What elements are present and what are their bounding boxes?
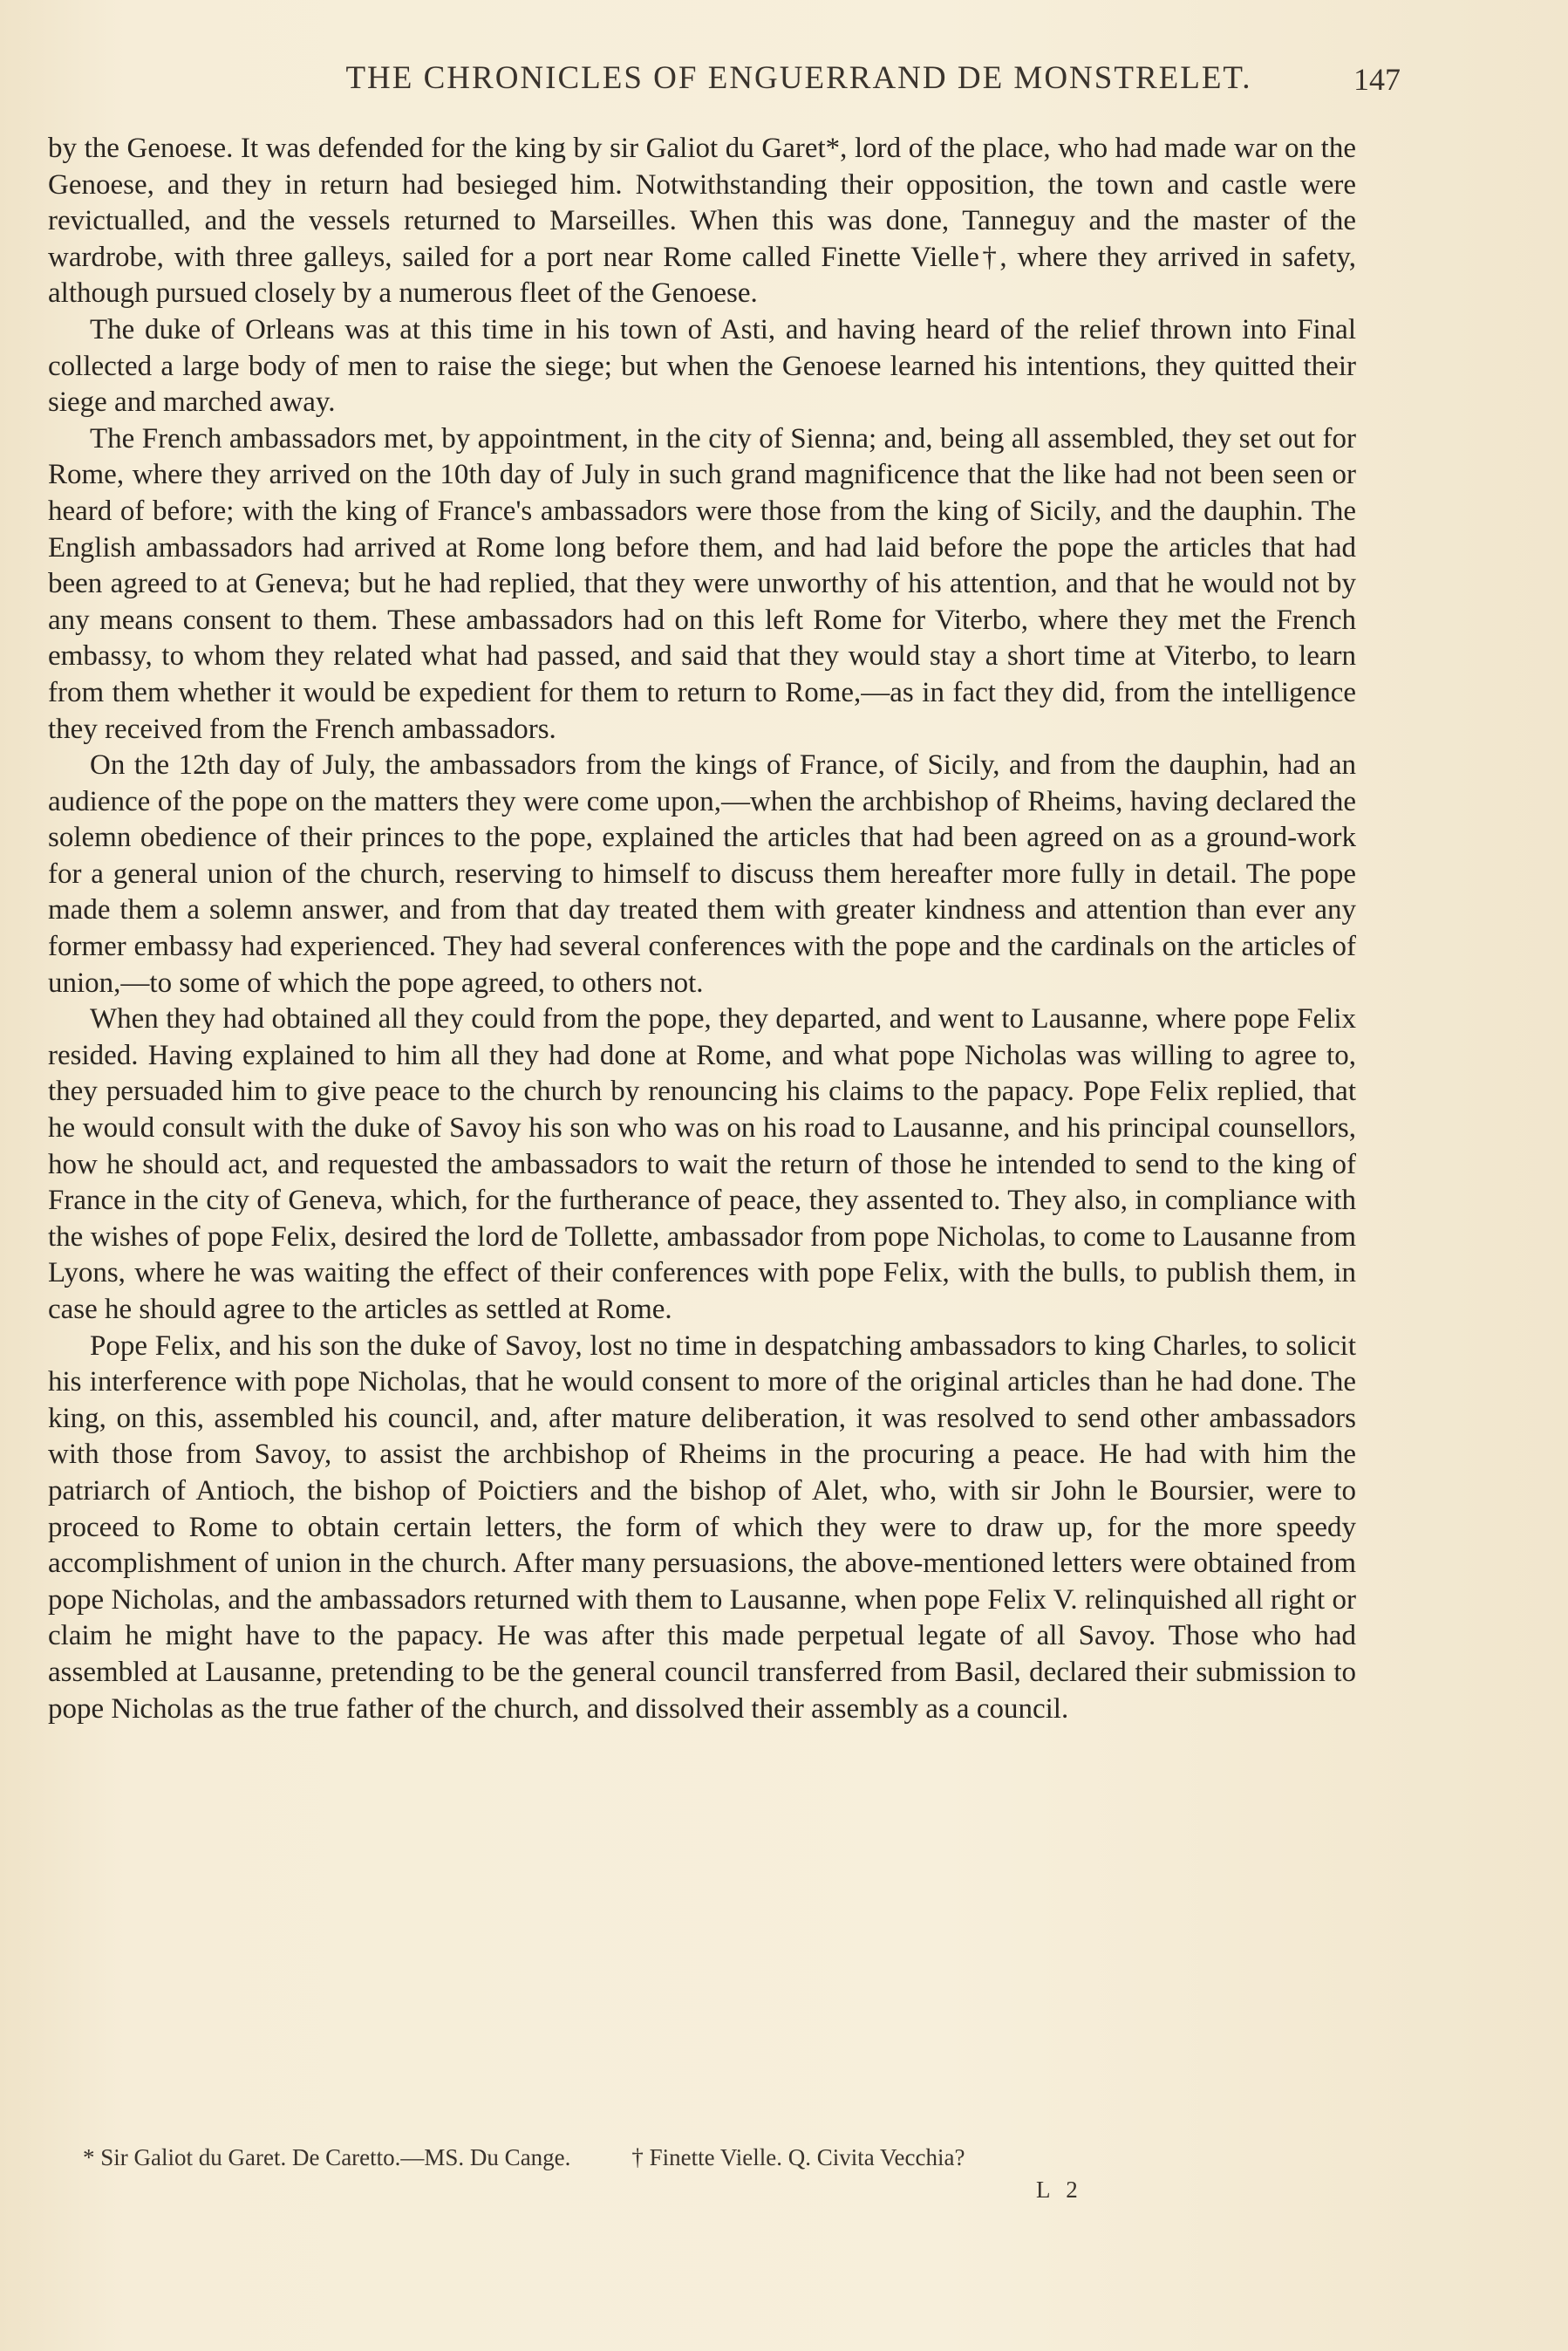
body-text <box>48 131 1356 1727</box>
paragraph: Pope Felix, and his son the duke of Savoy, lost no time in despatching ambassadors to king Charles, to solicit his interference with pope Nicholas, that he would consent to more of the original articles than he had done. The king, on this, assembled his council, and, after mature deliberation, it was resolved to send other ambassadors with those from Savoy, to assist the archbishop of Rheims in the procuring a peace. He had with him the patriarch of Antioch, the bishop of Poictiers and the bishop of Alet, who, with sir John le Boursier, were to proceed to Rome to obtain certain letters, the form of which they were to draw up, for the more speedy accomplishment of union in the church. After many persuasions, the above-mentioned letters were obtained from pope Nicholas, and the ambassadors returned with them to Lausanne, when pope Felix V. relinquished all right or claim he might have to the papacy. He was after this made perpetual legate of all Savoy. Those who had assembled at Lausanne, pretending to be the general council transferred from Basil, declared their submission to pope Nicholas as the true father of the church, and dissolved their assembly as a council. <box>48 1329 1356 1725</box>
paragraph: by the Genoese. It was defended for the king by sir Galiot du Garet*, lord of the place, who had made war on the Genoese, and they in return had besieged him. Notwithstanding their opposition, the town and castle were revictualled, and the vessels returned to Marseilles. When this was done, Tanneguy and the master of the wardrobe, with three galleys, sailed for a port near Rome called Finette Vielle†, where they arrived in safety, although pursued closely by a numerous fleet of the Genoese. <box>48 133 1356 310</box>
paragraph: The French ambassadors met, by appointment, in the city of Sienna; and, being all assembled, they set out for Rome, where they arrived on the 10th day of July in such grand magnificence that the like had not been seen or heard of before; with the king of France's ambassadors were those from the king of Sicily, and the dauphin. The English ambassadors had arrived at Rome long before them, and had laid before the pope the articles that had been agreed to at Geneva; but he had replied, that they were unworthy of his attention, and that he would not by any means consent to them. These ambassadors had on this left Rome for Viterbo, where they met the French embassy, to whom they related what had passed, and said that they would stay a short time at Viterbo, to learn from them whether it would be expedient for them to return to Rome,—as in fact they did, from the intelligence they received from the French ambassadors. <box>48 422 1356 745</box>
paragraph: On the 12th day of July, the ambassadors from the kings of France, of Sicily, and from the dauphin, had an audience of the pope on the matters they were come upon,—when the archbishop of Rheims, having declared the solemn obedience of their princes to the pope, explained the articles that had been agreed on as a ground-work for a general union of the church, reserving to himself to discuss them hereafter more fully in detail. The pope made them a solemn answer, and from that day treated them with greater kindness and attention than ever any former embassy had experienced. They had several conferences with the pope and the cardinals on the articles of union,—to some of which the pope agreed, to others not. <box>48 749 1356 999</box>
footnote-galiot: * Sir Galiot du Garet. De Caretto.—MS. Du Cange. <box>83 2144 571 2170</box>
paragraph: The duke of Orleans was at this time in his town of Asti, and having heard of the relief thrown into Final collected a large body of men to raise the siege; but when the Genoese learned his intentions, they quitted their siege and marched away. <box>48 313 1356 419</box>
signature-mark: L 2 <box>1036 2177 1083 2203</box>
page-header <box>206 59 1401 112</box>
footnote-finette: † Finette Vielle. Q. Civita Vecchia? <box>631 2144 965 2170</box>
footnotes <box>83 2144 1217 2171</box>
running-title: THE CHRONICLES OF ENGUERRAND DE MONSTRELET. <box>345 60 1252 96</box>
page-number: 147 <box>1353 62 1401 97</box>
paragraph: When they had obtained all they could from the pope, they departed, and went to Lausanne, where pope Felix resided. Having explained to him all they had done at Rome, and what pope Nicholas was willing to agree to, they persuaded him to give peace to the church by renouncing his claims to the papacy. Pope Felix replied, that he would consult with the duke of Savoy his son who was on his road to Lausanne, and his principal counsellors, how he should act, and requested the ambassadors to wait the return of those he intended to send to the king of France in the city of Geneva, which, for the furtherance of peace, they assented to. They also, in compliance with the wishes of pope Felix, desired the lord de Tollette, ambassador from pope Nicholas, to come to Lausanne from Lyons, where he was waiting the effect of their conferences with pope Felix, with the bulls, to publish them, in case he should agree to the articles as settled at Rome. <box>48 1003 1356 1325</box>
